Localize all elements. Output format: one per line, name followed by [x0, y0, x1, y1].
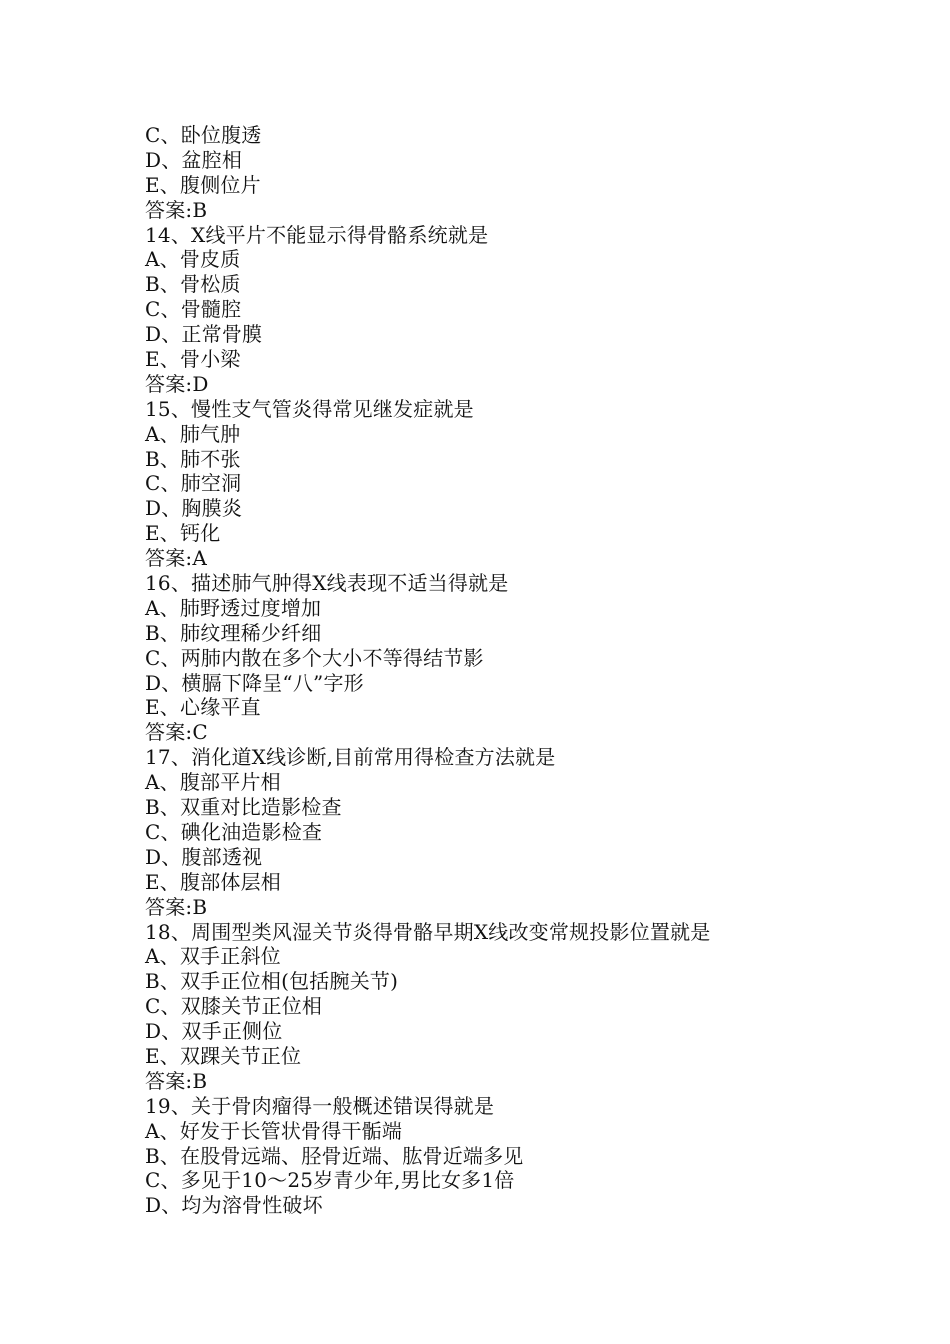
option-line: A、骨皮质: [145, 247, 241, 272]
option-line: E、腹侧位片: [145, 172, 261, 197]
option-line: A、双手正斜位: [145, 944, 281, 969]
answer-line: 答案:B: [145, 1068, 208, 1093]
option-line: B、肺不张: [145, 446, 241, 471]
option-line: D、盆腔相: [145, 147, 243, 172]
option-line: C、卧位腹透: [145, 123, 262, 147]
question-text-block: [145, 123, 845, 1218]
question-line: 17、消化道X线诊断,目前常用得检查方法就是: [145, 745, 556, 770]
option-line: B、在股骨远端、胫骨近端、肱骨近端多见: [145, 1143, 524, 1168]
question-line: 18、周围型类风湿关节炎得骨骼早期X线改变常规投影位置就是: [145, 919, 711, 944]
option-line: D、腹部透视: [145, 844, 263, 869]
option-line: B、双重对比造影检查: [145, 795, 342, 820]
option-line: A、腹部平片相: [145, 770, 281, 795]
option-line: D、双手正侧位: [145, 1019, 283, 1044]
option-line: B、双手正位相(包括腕关节): [145, 969, 399, 994]
option-line: D、均为溶骨性破坏: [145, 1193, 323, 1218]
option-line: E、心缘平直: [145, 695, 261, 720]
question-line: 19、关于骨肉瘤得一般概述错误得就是: [145, 1093, 495, 1118]
answer-line: 答案:C: [145, 720, 208, 745]
question-line: 15、慢性支气管炎得常见继发症就是: [145, 396, 474, 421]
option-line: A、好发于长管状骨得干骺端: [145, 1118, 403, 1143]
option-line: D、正常骨膜: [145, 322, 263, 347]
answer-line: 答案:B: [145, 894, 208, 919]
option-line: E、腹部体层相: [145, 869, 281, 894]
option-line: E、钙化: [145, 521, 221, 546]
question-line: 16、描述肺气肿得X线表现不适当得就是: [145, 571, 509, 596]
answer-line: 答案:D: [145, 371, 209, 396]
option-line: C、双膝关节正位相: [145, 994, 323, 1019]
option-line: A、肺野透过度增加: [145, 595, 322, 620]
option-line: B、肺纹理稀少纤细: [145, 620, 322, 645]
option-line: A、肺气肿: [145, 421, 241, 446]
option-line: E、骨小梁: [145, 347, 241, 372]
option-line: C、碘化油造影检查: [145, 819, 323, 844]
option-line: D、横膈下降呈“八”字形: [145, 670, 364, 695]
option-line: C、两肺内散在多个大小不等得结节影: [145, 645, 484, 670]
option-line: C、多见于10～25岁青少年,男比女多1倍: [145, 1168, 515, 1193]
answer-line: 答案:B: [145, 197, 208, 222]
option-line: B、骨松质: [145, 272, 241, 297]
option-line: E、双踝关节正位: [145, 1043, 302, 1068]
option-line: C、肺空洞: [145, 471, 242, 496]
option-line: C、骨髓腔: [145, 297, 242, 322]
option-line: D、胸膜炎: [145, 496, 243, 521]
question-line: 14、X线平片不能显示得骨骼系统就是: [145, 222, 489, 247]
answer-line: 答案:A: [145, 546, 207, 571]
